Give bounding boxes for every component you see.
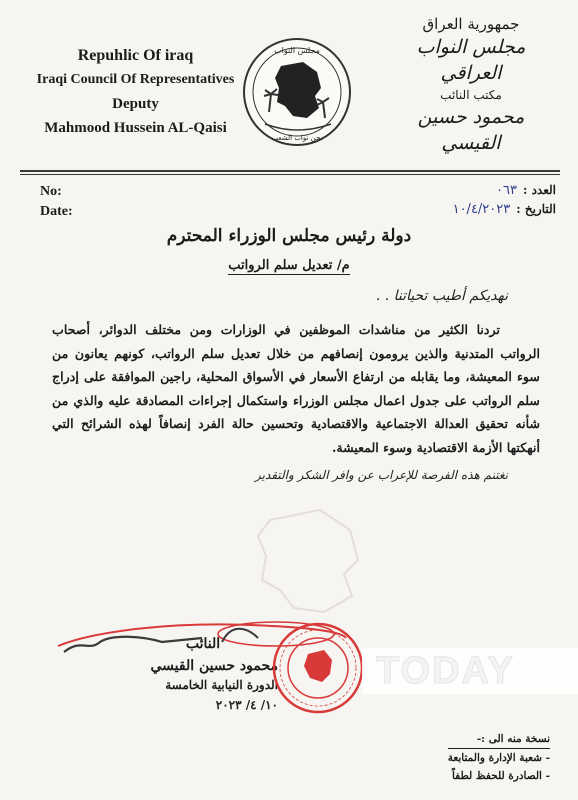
copies-item: - شعبة الإدارة والمتابعة (447, 752, 550, 764)
header-divider-thin (20, 174, 560, 175)
number-row (496, 183, 556, 198)
copies-item: - الصادرة للحفظ لطفاً (451, 770, 550, 782)
letter-body (52, 318, 540, 459)
header-council: Iraqi Council Of Representatives (36, 72, 235, 87)
closing-line: نغتنم هذه الفرصة للإعراب عن وافر الشكر والتقدير (255, 468, 508, 482)
header-deputy-name: Mahmood Hussein AL-Qaisi (44, 120, 227, 136)
date-value: ١٠/٤/٢٠٢٣ (452, 202, 511, 217)
signature-name: محمود حسين القيسي (150, 658, 278, 674)
parliament-emblem-icon (241, 36, 353, 148)
today-watermark-text: TODAY (376, 650, 515, 692)
header-ar-office: مكتب النائب (440, 88, 502, 102)
header-ar-council: مجلس النواب العراقي (416, 36, 526, 84)
emblem-bottom-text: نحن نواب الشعب (271, 134, 323, 142)
no-label: No: (40, 184, 62, 199)
header-republic: Repuhlic Of iraq (77, 47, 194, 64)
greeting: نهديكم أطيب تحياتنا . . (375, 288, 508, 304)
subject-text: م/ تعديل سلم الرواتب (228, 258, 350, 273)
header-divider (20, 170, 560, 172)
copies-list (448, 730, 550, 785)
date-label-ar: التاريخ : (516, 202, 556, 216)
iraq-map-watermark-icon (240, 500, 380, 620)
header-deputy: Deputy (112, 96, 159, 112)
signature-block (58, 636, 278, 712)
signature-date: ١٠/ ٤/ ٢٠٢٣ (215, 698, 278, 712)
number-value: ٠٦٣ (496, 183, 517, 198)
subject-line (0, 258, 578, 273)
official-stamp-icon (270, 620, 366, 716)
addressee: دولة رئيس مجلس الوزراء المحترم (166, 226, 412, 246)
copies-heading: نسخة منه الى :- (448, 730, 550, 749)
header-ar-republic: جمهورية العراق (422, 15, 520, 33)
emblem-top-text: مجلس النواب (274, 46, 320, 55)
signature-title: النائب (185, 636, 221, 652)
header-english (28, 44, 243, 140)
date-label: Date: (40, 204, 73, 219)
date-row (453, 202, 556, 217)
header-arabic (386, 14, 556, 156)
header-ar-name: محمود حسين القيسي (417, 106, 525, 154)
signature-term: الدورة النيابية الخامسة (165, 678, 278, 692)
number-label: العدد : (522, 183, 556, 197)
today-watermark (362, 648, 578, 694)
body-paragraph: تردنا الكثير من مناشدات الموظفين في الوزارات ومن مختلف الدوائر، أصحاب الرواتب المتدنية والذين يرومون إنصافهم من خلال تعديل سلم الرواتب، كونهم يعانون من سوء المعيشة، وما يقابله من ارتفاع الأسعار في الأسواق المحلية، راجين الموافقة على إدراج سلم الرواتب على جدول اعمال مجلس الوزراء واستكمال إجراءات المصادقة عليه والذي من شأنه تحقيق العدالة الاجتماعية والاقتصادية وتحسين حالة الفرد إنصافاً لهذه الشرائح التي أنهكتها الأزمة الاقتصادية وسوء المعيشة. (52, 322, 540, 455)
